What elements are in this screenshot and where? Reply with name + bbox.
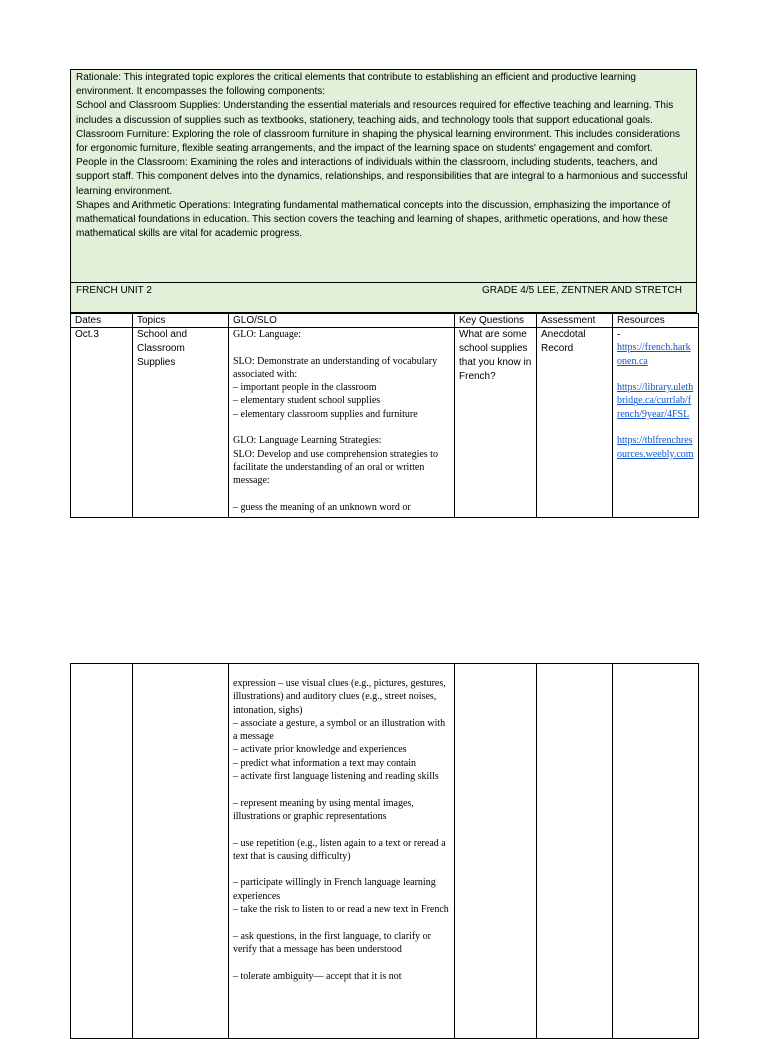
row-key-question: What are some school supplies that you know in French? [455, 328, 537, 518]
row-resources [613, 664, 699, 1039]
row-key-question [455, 664, 537, 1039]
row-topic: School and Classroom Supplies [133, 328, 229, 518]
glo-language: GLO: Language: [233, 329, 302, 340]
unit-title: FRENCH UNIT 2 [76, 285, 152, 296]
rationale-box [70, 69, 697, 283]
unit-grade: GRADE 4/5 LEE, ZENTNER AND STRETCH [481, 285, 682, 296]
row-date: Oct.3 [71, 328, 133, 518]
resource-link[interactable]: https://tblfrenchresources.weebly.com [617, 435, 694, 460]
strategy-line: – participate willingly in French language learning experiences [233, 877, 436, 902]
slo-item: – elementary student school supplies [233, 395, 381, 407]
strategy-line: – activate first language listening and reading skills [233, 771, 439, 783]
table-header-row [71, 314, 699, 328]
row-date [71, 664, 133, 1039]
glo-strategies: GLO: Language Learning Strategies: [233, 435, 382, 447]
row-topic [133, 664, 229, 1039]
strategy-line: – predict what information a text may contain [233, 757, 416, 769]
strategy-line: – activate prior knowledge and experiences [233, 744, 407, 756]
rationale-furniture: Classroom Furniture: Exploring the role of classroom furniture in shaping the physical learning environment. This includes considerations for ergonomic furniture, flexible seating arrangements, and the impact of the learning space on students' engagement and comfort. [76, 128, 681, 155]
strategy-line: expression – use visual clues (e.g., pictures, gestures, illustrations) and auditory clues (e.g., street noises, intonation, sighs) [233, 678, 446, 716]
row-resources [613, 328, 699, 518]
header-key-questions: Key Questions [455, 314, 537, 328]
header-resources: Resources [613, 314, 699, 328]
header-glo-slo: GLO/SLO [229, 314, 455, 328]
slo-item: – elementary classroom supplies and furniture [233, 408, 418, 420]
resource-link[interactable]: https://french.harkonen.ca [617, 342, 691, 367]
slo-item: – important people in the classroom [233, 382, 377, 394]
rationale-shapes: Shapes and Arithmetic Operations: Integrating fundamental mathematical concepts into the discussion, emphasizing the importance of mathematical foundations in education. This section covers the teaching and learning of shapes, arithmetic operations, and how these mathematical skills are vital for academic progress. [76, 199, 671, 240]
table-row [71, 328, 699, 518]
strategy-line: – take the risk to listen to or read a new text in French [233, 904, 449, 916]
rationale-intro: Rationale: This integrated topic explores the critical elements that contribute to establishing an efficient and productive learning environment. It encompasses the following components: [76, 72, 636, 98]
row-assessment [537, 664, 613, 1039]
slo-item: – guess the meaning of an unknown word or [233, 501, 411, 513]
slo-comprehension: SLO: Develop and use comprehension strategies to facilitate the understanding of an oral or written message: [233, 448, 438, 487]
strategy-line: – use repetition (e.g., listen again to a text or reread a text that is causing difficulty) [233, 837, 446, 862]
header-assessment: Assessment [537, 314, 613, 328]
strategy-line: – represent meaning by using mental images, illustrations or graphic representations [233, 797, 414, 822]
header-dates: Dates [71, 314, 133, 328]
resource-link[interactable]: https://library.ulethbridge.ca/currlab/french/9year/4FSL [617, 382, 694, 420]
strategy-line: – tolerate ambiguity— accept that it is not [233, 970, 402, 982]
unit-plan-table-continued [70, 663, 699, 1039]
strategy-line: – ask questions, in the first language, to clarify or verify that a message has been understood [233, 930, 432, 955]
row-glo-slo [229, 664, 455, 1039]
resources-dash: - [617, 329, 621, 340]
unit-plan-table [70, 313, 699, 518]
slo-vocabulary: SLO: Demonstrate an understanding of vocabulary associated with: [233, 355, 438, 380]
rationale-supplies: School and Classroom Supplies: Understanding the essential materials and resources required for effective teaching and learning. This includes a discussion of supplies such as textbooks, stationery, teaching aids, and technology tools that support educational goals. [76, 100, 674, 126]
row-glo-slo [229, 328, 455, 518]
header-topics: Topics [133, 314, 229, 328]
rationale-people: People in the Classroom: Examining the roles and interactions of individuals within the classroom, including students, teachers, and support staff. This component delves into the dynamics, relationships, and responsibilities that are integral to a harmonious and successful learning environment. [76, 157, 688, 197]
unit-header-row [70, 283, 697, 313]
table-row [71, 664, 699, 1039]
strategy-line: – associate a gesture, a symbol or an illustration with a message [233, 717, 446, 743]
row-assessment: Anecdotal Record [537, 328, 613, 518]
